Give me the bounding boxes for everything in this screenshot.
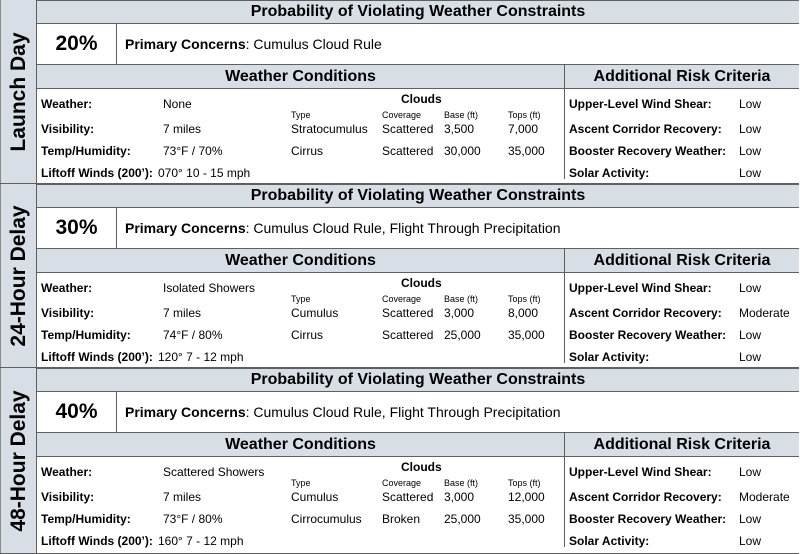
cloud-col-type: Type (291, 294, 311, 304)
weather-label: Weather: (41, 281, 93, 295)
probability-header: Probability of Violating Weather Constraints (37, 184, 799, 208)
clouds-title: Clouds (401, 276, 442, 290)
ascent-corridor-recovery-label: Ascent Corridor Recovery: (569, 306, 722, 320)
cloud-col-tops: Tops (ft) (508, 478, 541, 488)
cloud-tops: 35,000 (508, 144, 545, 158)
primary-concerns (125, 24, 382, 64)
cloud-col-coverage: Coverage (382, 294, 422, 304)
weather-value: None (163, 97, 192, 111)
probability-row (37, 24, 799, 65)
solar-activity-value: Low (739, 350, 762, 364)
visibility-label: Visibility: (41, 490, 95, 504)
section-48-hour-delay (0, 368, 799, 554)
section-label: 24-Hour Delay (6, 204, 30, 347)
liftoff-winds-value: 120° 7 - 12 mph (158, 350, 244, 364)
visibility-value: 7 miles (163, 490, 202, 504)
primary-concerns-colon: : (245, 404, 254, 420)
side-label-cell (0, 184, 37, 367)
probability-value: 20% (37, 24, 117, 64)
conditions-body (37, 273, 799, 363)
visibility-label: Visibility: (41, 122, 95, 136)
temp-humidity-value: 73°F / 80% (163, 512, 223, 526)
primary-concerns-value: Cumulus Cloud Rule, Flight Through Precipitation (253, 220, 561, 236)
solar-activity-label: Solar Activity: (569, 166, 650, 180)
upper-level-wind-shear-label: Upper-Level Wind Shear: (569, 281, 712, 295)
solar-activity-label: Solar Activity: (569, 350, 650, 364)
cloud-col-base: Base (ft) (444, 478, 479, 488)
cloud-col-type: Type (291, 478, 311, 488)
conditions-header (37, 249, 799, 273)
cloud-base: 3,000 (444, 490, 475, 504)
visibility-label: Visibility: (41, 306, 95, 320)
cloud-col-type: Type (291, 110, 311, 120)
solar-activity-value: Low (739, 534, 762, 548)
cloud-coverage: Scattered (382, 306, 434, 320)
temp-humidity-label: Temp/Humidity: (41, 328, 131, 342)
cloud-base: 3,000 (444, 306, 475, 320)
booster-recovery-weather-value: Low (739, 144, 762, 158)
ascent-corridor-recovery-label: Ascent Corridor Recovery: (569, 490, 722, 504)
primary-concerns-label: Primary Concerns (125, 220, 246, 236)
upper-level-wind-shear-value: Low (739, 97, 762, 111)
section-label: 48-Hour Delay (6, 389, 30, 532)
ascent-corridor-recovery-value: Moderate (739, 490, 790, 504)
liftoff-winds-label: Liftoff Winds (200’): (41, 166, 153, 180)
visibility-value: 7 miles (163, 306, 202, 320)
additional-risk-title: Additional Risk Criteria (564, 65, 799, 88)
cloud-tops: 35,000 (508, 512, 545, 526)
probability-header: Probability of Violating Weather Constraints (37, 0, 799, 24)
ascent-corridor-recovery-value: Moderate (739, 306, 790, 320)
cloud-type: Cirrus (291, 144, 323, 158)
temp-humidity-value: 73°F / 70% (163, 144, 223, 158)
ascent-corridor-recovery-label: Ascent Corridor Recovery: (569, 122, 722, 136)
visibility-value: 7 miles (163, 122, 202, 136)
solar-activity-value: Low (739, 166, 762, 180)
booster-recovery-weather-label: Booster Recovery Weather: (569, 512, 727, 526)
cloud-col-base: Base (ft) (444, 294, 479, 304)
cloud-type: Cirrocumulus (291, 512, 362, 526)
risk-column (564, 273, 799, 363)
risk-column (564, 89, 799, 179)
side-label-cell (0, 368, 37, 553)
cloud-base: 25,000 (444, 512, 481, 526)
probability-row (37, 208, 799, 249)
side-label-cell (0, 0, 37, 183)
cloud-coverage: Scattered (382, 328, 434, 342)
cloud-tops: 7,000 (508, 122, 539, 136)
cloud-tops: 35,000 (508, 328, 545, 342)
weather-label: Weather: (41, 465, 93, 479)
cloud-base: 25,000 (444, 328, 481, 342)
probability-row (37, 392, 799, 433)
booster-recovery-weather-label: Booster Recovery Weather: (569, 328, 727, 342)
cloud-type: Stratocumulus (291, 122, 368, 136)
weather-conditions-title: Weather Conditions (225, 252, 376, 269)
cloud-col-coverage: Coverage (382, 478, 422, 488)
clouds-title: Clouds (401, 92, 442, 106)
risk-column (564, 457, 799, 547)
solar-activity-label: Solar Activity: (569, 534, 650, 548)
cloud-type: Cirrus (291, 328, 323, 342)
cloud-coverage: Scattered (382, 122, 434, 136)
cloud-type: Cumulus (291, 306, 339, 320)
cloud-coverage: Scattered (382, 144, 434, 158)
conditions-header (37, 65, 799, 89)
upper-level-wind-shear-label: Upper-Level Wind Shear: (569, 97, 712, 111)
additional-risk-title: Additional Risk Criteria (564, 249, 799, 272)
primary-concerns (125, 208, 561, 248)
upper-level-wind-shear-value: Low (739, 281, 762, 295)
cloud-col-base: Base (ft) (444, 110, 479, 120)
probability-header: Probability of Violating Weather Constraints (37, 368, 799, 392)
liftoff-winds-label: Liftoff Winds (200’): (41, 350, 153, 364)
section-label: Launch Day (6, 31, 30, 152)
cloud-col-coverage: Coverage (382, 110, 422, 120)
temp-humidity-label: Temp/Humidity: (41, 512, 131, 526)
weather-conditions-title: Weather Conditions (225, 68, 376, 85)
primary-concerns-colon: : (245, 220, 254, 236)
temp-humidity-label: Temp/Humidity: (41, 144, 131, 158)
cloud-type: Cumulus (291, 490, 339, 504)
primary-concerns-label: Primary Concerns (125, 404, 246, 420)
booster-recovery-weather-label: Booster Recovery Weather: (569, 144, 727, 158)
additional-risk-title: Additional Risk Criteria (564, 433, 799, 456)
weather-value: Scattered Showers (163, 465, 265, 479)
cloud-col-tops: Tops (ft) (508, 110, 541, 120)
probability-value: 40% (37, 392, 117, 432)
cloud-base: 3,500 (444, 122, 475, 136)
upper-level-wind-shear-value: Low (739, 465, 762, 479)
weather-conditions-title: Weather Conditions (225, 436, 376, 453)
conditions-body (37, 457, 799, 547)
booster-recovery-weather-value: Low (739, 328, 762, 342)
liftoff-winds-value: 070° 10 - 15 mph (158, 166, 251, 180)
temp-humidity-value: 74°F / 80% (163, 328, 223, 342)
primary-concerns-label: Primary Concerns (125, 36, 246, 52)
section-24-hour-delay (0, 184, 799, 368)
weather-value: Isolated Showers (163, 281, 256, 295)
cloud-base: 30,000 (444, 144, 481, 158)
cloud-coverage: Scattered (382, 490, 434, 504)
booster-recovery-weather-value: Low (739, 512, 762, 526)
primary-concerns-colon: : (245, 36, 254, 52)
cloud-coverage: Broken (382, 512, 421, 526)
ascent-corridor-recovery-value: Low (739, 122, 762, 136)
cloud-col-tops: Tops (ft) (508, 294, 541, 304)
upper-level-wind-shear-label: Upper-Level Wind Shear: (569, 465, 712, 479)
primary-concerns (125, 392, 561, 432)
clouds-title: Clouds (401, 460, 442, 474)
primary-concerns-value: Cumulus Cloud Rule (253, 36, 382, 52)
liftoff-winds-value: 160° 7 - 12 mph (158, 534, 244, 548)
cloud-tops: 8,000 (508, 306, 539, 320)
weather-label: Weather: (41, 97, 93, 111)
probability-value: 30% (37, 208, 117, 248)
conditions-header (37, 433, 799, 457)
section-launch-day (0, 0, 799, 184)
conditions-body (37, 89, 799, 179)
liftoff-winds-label: Liftoff Winds (200’): (41, 534, 153, 548)
primary-concerns-value: Cumulus Cloud Rule, Flight Through Precipitation (253, 404, 561, 420)
cloud-tops: 12,000 (508, 490, 545, 504)
